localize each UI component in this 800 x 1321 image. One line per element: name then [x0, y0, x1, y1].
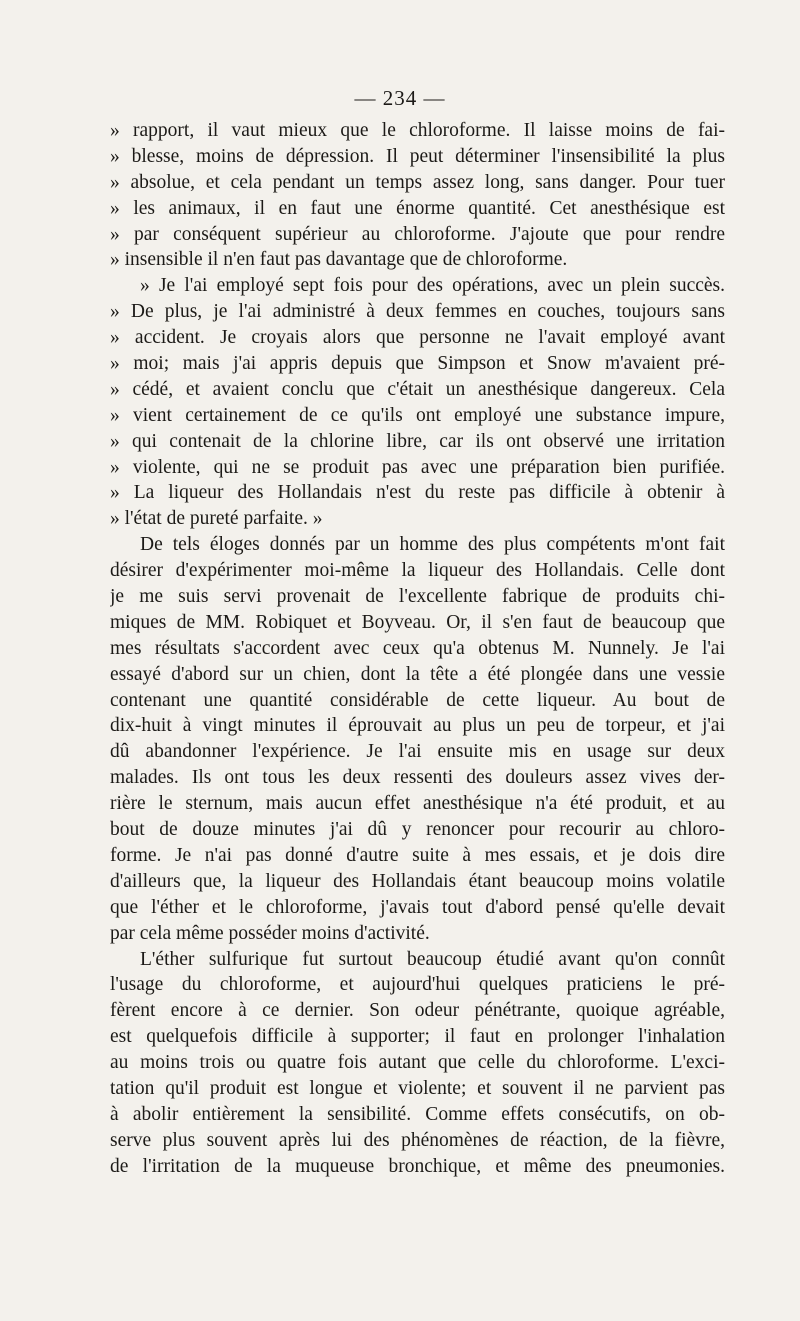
page-number: — 234 —: [354, 86, 446, 110]
text-line: mes résultats s'accordent avec ceux qu'a obtenus M. Nunnely. Je l'ai: [110, 637, 725, 659]
text-line: » absolue, et cela pendant un temps assez long, sans danger. Pour tuer: [110, 171, 725, 193]
text-line: miques de MM. Robiquet et Boyveau. Or, il s'en faut de beaucoup que: [110, 611, 725, 633]
text-line: » accident. Je croyais alors que personne ne l'avait employé avant: [110, 327, 725, 349]
text-line: à abolir entièrement la sensibilité. Comme effets consécutifs, on ob-: [110, 1103, 725, 1125]
text-line: rière le sternum, mais aucun effet anesthésique n'a été produit, et au: [110, 793, 725, 815]
body-text: [110, 118, 725, 1180]
text-line: que l'éther et le chloroforme, j'avais tout d'abord pensé qu'elle devait: [110, 896, 725, 918]
text-line: au moins trois ou quatre fois autant que celle du chloroforme. L'exci-: [110, 1052, 725, 1074]
text-line: essayé d'abord sur un chien, dont la tête a été plongée dans une vessie: [110, 663, 725, 685]
text-line: » cédé, et avaient conclu que c'était un anesthésique dangereux. Cela: [110, 378, 725, 400]
text-line: l'usage du chloroforme, et aujourd'hui quelques praticiens le pré-: [110, 974, 725, 996]
text-line: » insensible il n'en faut pas davantage que de chloroforme.: [110, 249, 568, 271]
text-line: par cela même posséder moins d'activité.: [110, 922, 430, 944]
text-line: » rapport, il vaut mieux que le chloroforme. Il laisse moins de fai-: [110, 120, 725, 141]
text-line: » De plus, je l'ai administré à deux femmes en couches, toujours sans: [110, 301, 725, 323]
text-line: » violente, qui ne se produit pas avec une préparation bien purifiée.: [110, 456, 725, 478]
text-line: je me suis servi provenait de l'excellente fabrique de produits chi-: [110, 586, 725, 608]
text-line: » les animaux, il en faut une énorme quantité. Cet anesthésique est: [110, 197, 725, 219]
text-line: contenant une quantité considérable de cette liqueur. Au bout de: [110, 689, 725, 711]
text-line: serve plus souvent après lui des phénomènes de réaction, de la fièvre,: [110, 1129, 725, 1151]
text-line: L'éther sulfurique fut surtout beaucoup étudié avant qu'on connût: [140, 948, 725, 970]
text-line: » moi; mais j'ai appris depuis que Simpson et Snow m'avaient pré-: [110, 353, 725, 375]
text-line: dix-huit à vingt minutes il éprouvait au plus un peu de torpeur, et j'ai: [110, 715, 725, 737]
text-line: » La liqueur des Hollandais n'est du reste pas difficile à obtenir à: [110, 482, 725, 504]
text-line: dû abandonner l'expérience. Je l'ai ensuite mis en usage sur deux: [110, 741, 725, 763]
text-line: » qui contenait de la chlorine libre, car ils ont observé une irritation: [110, 430, 725, 452]
text-line: De tels éloges donnés par un homme des plus compétents m'ont fait: [140, 534, 725, 556]
text-line: est quelquefois difficile à supporter; il faut en prolonger l'inhalation: [110, 1026, 725, 1048]
text-line: tation qu'il produit est longue et violente; et souvent il ne parvient pas: [110, 1077, 725, 1099]
text-line: malades. Ils ont tous les deux ressenti des douleurs assez vives der-: [110, 767, 725, 789]
text-line: » Je l'ai employé sept fois pour des opérations, avec un plein succès.: [140, 275, 725, 297]
text-line: fèrent encore à ce dernier. Son odeur pénétrante, quoique agréable,: [110, 1000, 725, 1022]
text-line: forme. Je n'ai pas donné d'autre suite à mes essais, et je dois dire: [110, 844, 725, 866]
text-line: de l'irritation de la muqueuse bronchique, et même des pneumonies.: [110, 1155, 725, 1177]
text-line: bout de douze minutes j'ai dû y renoncer pour recourir au chloro-: [110, 819, 725, 841]
text-line: » blesse, moins de dépression. Il peut déterminer l'insensibilité la plus: [110, 145, 725, 167]
text-line: » l'état de pureté parfaite. »: [110, 508, 323, 530]
text-line: désirer d'expérimenter moi-même la liqueur des Hollandais. Celle dont: [110, 560, 725, 582]
text-line: » vient certainement de ce qu'ils ont employé une substance impure,: [110, 404, 725, 426]
text-line: » par conséquent supérieur au chloroforme. J'ajoute que pour rendre: [110, 223, 725, 245]
text-line: d'ailleurs que, la liqueur des Hollandais étant beaucoup moins volatile: [110, 870, 725, 892]
